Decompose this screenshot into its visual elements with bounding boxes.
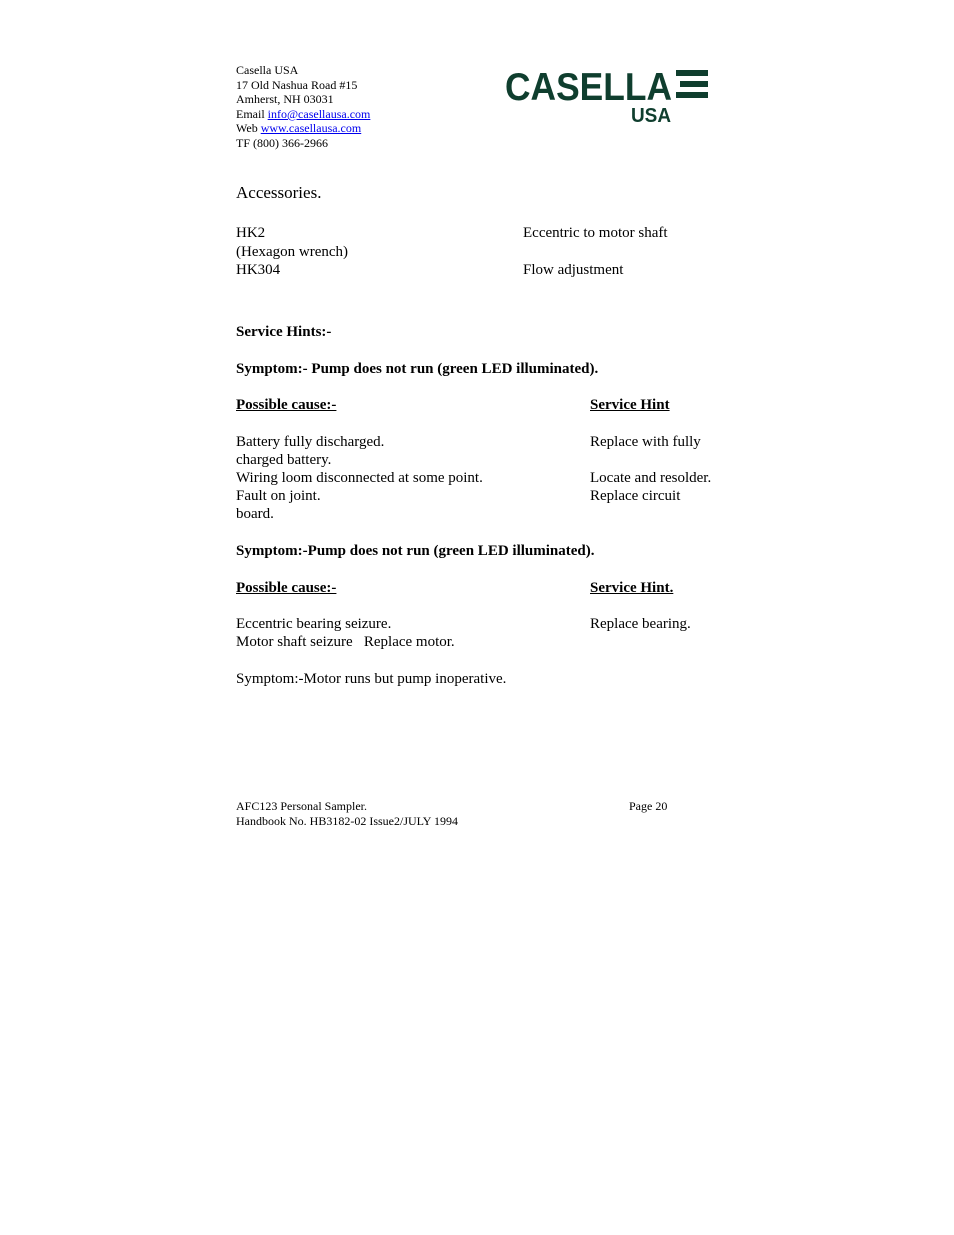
address-block [236, 63, 370, 151]
symptom-1-cause-header: Possible cause:- [236, 397, 337, 413]
accessory-code: HK304 [236, 262, 281, 278]
web-label: Web [236, 121, 261, 136]
symptom-2-title: Symptom:-Pump does not run (green LED illuminated). [236, 543, 595, 559]
symptom-2-hint-header: Service Hint. [590, 580, 674, 596]
hint-text: Replace bearing. [590, 616, 691, 632]
service-hints-title: Service Hints:- [236, 324, 332, 340]
accessory-desc: Eccentric to motor shaft [523, 225, 668, 241]
logo-sub: USA [631, 105, 671, 126]
casella-logo [505, 66, 710, 126]
accessory-code: (Hexagon wrench) [236, 244, 349, 260]
accessory-code: HK2 [236, 225, 266, 241]
web-link[interactable]: www.casellausa.com [260, 121, 362, 136]
symptom-1-hint-header: Service Hint [590, 397, 670, 413]
symptom-2-cause-header: Possible cause:- [236, 580, 337, 596]
web-line [236, 121, 370, 136]
hint-text: Locate and resolder. [590, 470, 712, 486]
company-name: Casella USA [236, 63, 299, 77]
logo-bar-3 [676, 92, 708, 98]
cause-text: charged battery. [236, 452, 332, 468]
cause-text: Battery fully discharged. [236, 434, 385, 450]
phone-line: TF (800) 366-2966 [236, 135, 328, 150]
logo-bar-1 [676, 70, 708, 76]
city-address: Amherst, NH 03031 [236, 92, 334, 107]
footer-handbook: Handbook No. HB3182-02 Issue2/JULY 1994 [236, 814, 459, 828]
cause-text: board. [236, 506, 274, 522]
hint-text: Replace with fully [590, 434, 701, 450]
cause-text: Eccentric bearing seizure. [236, 616, 392, 632]
footer-product: AFC123 Personal Sampler. [236, 799, 367, 813]
accessories-title: Accessories. [236, 183, 322, 202]
logo-bar-2 [680, 81, 708, 87]
symptom-3-title: Symptom:-Motor runs but pump inoperative. [236, 671, 507, 687]
street-address: 17 Old Nashua Road #15 [236, 77, 358, 92]
page-number: Page 20 [629, 799, 668, 813]
accessory-desc: Flow adjustment [523, 262, 624, 278]
cause-text: Motor shaft seizure Replace motor. [236, 634, 455, 650]
email-label: Email [236, 106, 268, 121]
email-line [236, 107, 370, 122]
logo-word: CASELLA [505, 66, 672, 109]
cause-text: Fault on joint. [236, 488, 321, 504]
symptom-1-title: Symptom:- Pump does not run (green LED illuminated). [236, 361, 599, 377]
hint-text: Replace circuit [590, 488, 681, 504]
cause-text: Wiring loom disconnected at some point. [236, 470, 483, 486]
email-link[interactable]: info@casellausa.com [267, 106, 371, 121]
